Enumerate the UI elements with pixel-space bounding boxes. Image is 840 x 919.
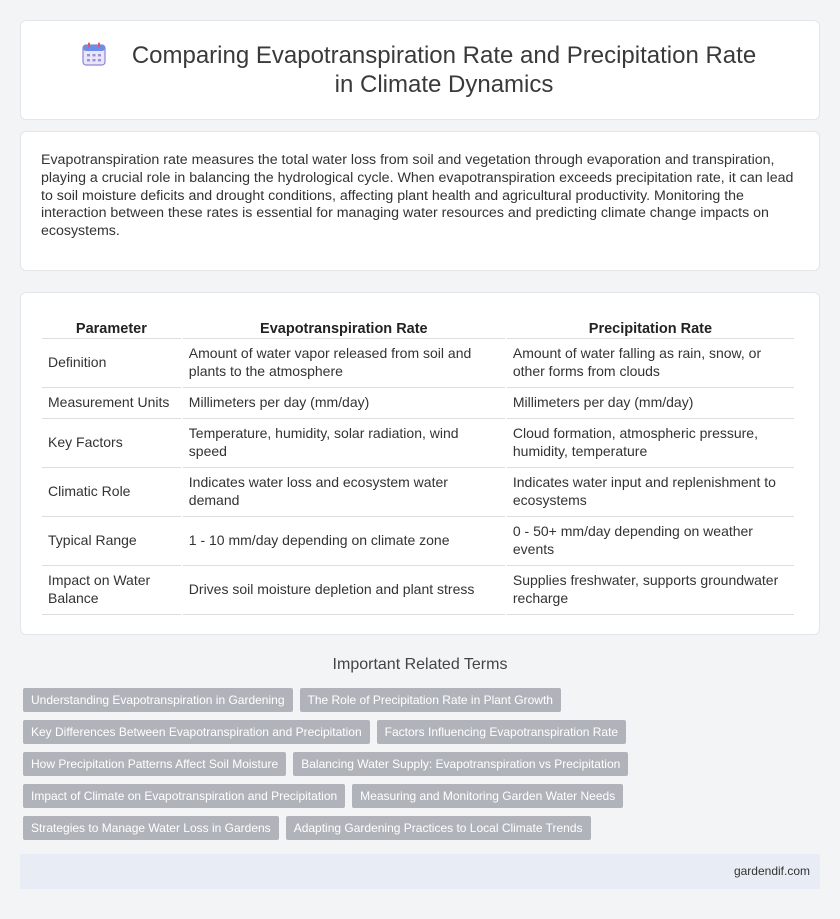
table-cell: Typical Range — [42, 517, 181, 566]
table-header-row — [42, 313, 794, 339]
related-terms-list — [23, 688, 823, 848]
related-term-tag[interactable]: Adapting Gardening Practices to Local Climate Trends — [286, 816, 591, 840]
related-term-tag[interactable]: How Precipitation Patterns Affect Soil Moisture — [23, 752, 286, 776]
table-cell: Indicates water loss and ecosystem water demand — [183, 468, 505, 517]
table-cell: Impact on Water Balance — [42, 566, 181, 615]
related-term-tag[interactable]: Understanding Evapotranspiration in Gardening — [23, 688, 293, 712]
table-row — [42, 468, 794, 517]
table-cell: Millimeters per day (mm/day) — [183, 388, 505, 419]
table-cell: Climatic Role — [42, 468, 181, 517]
table-row — [42, 419, 794, 468]
table-cell: Indicates water input and replenishment to ecosystems — [507, 468, 794, 517]
intro-card — [20, 131, 820, 271]
related-term-tag[interactable]: The Role of Precipitation Rate in Plant Growth — [300, 688, 561, 712]
column-header: Evapotranspiration Rate — [183, 313, 505, 339]
column-header: Parameter — [42, 313, 181, 339]
related-term-tag[interactable]: Impact of Climate on Evapotranspiration and Precipitation — [23, 784, 345, 808]
table-row — [42, 388, 794, 419]
table-row — [42, 339, 794, 388]
table-cell: Drives soil moisture depletion and plant stress — [183, 566, 505, 615]
related-term-tag[interactable]: Factors Influencing Evapotranspiration Rate — [377, 720, 626, 744]
related-term-tag[interactable]: Balancing Water Supply: Evapotranspiration vs Precipitation — [293, 752, 628, 776]
table-cell: Cloud formation, atmospheric pressure, humidity, temperature — [507, 419, 794, 468]
table-cell: 1 - 10 mm/day depending on climate zone — [183, 517, 505, 566]
table-cell: Amount of water falling as rain, snow, or other forms from clouds — [507, 339, 794, 388]
table-cell: Key Factors — [42, 419, 181, 468]
related-terms-title: Important Related Terms — [332, 656, 508, 673]
column-header: Precipitation Rate — [507, 313, 794, 339]
table-cell: Definition — [42, 339, 181, 388]
comparison-table — [40, 313, 796, 615]
related-term-tag[interactable]: Strategies to Manage Water Loss in Gardens — [23, 816, 279, 840]
comparison-table-card — [20, 292, 820, 635]
table-cell: 0 - 50+ mm/day depending on weather events — [507, 517, 794, 566]
table-cell: Measurement Units — [42, 388, 181, 419]
table-cell: Temperature, humidity, solar radiation, wind speed — [183, 419, 505, 468]
table-cell: Amount of water vapor released from soil and plants to the atmosphere — [183, 339, 505, 388]
related-term-tag[interactable]: Key Differences Between Evapotranspiration and Precipitation — [23, 720, 370, 744]
table-row — [42, 566, 794, 615]
header-card — [20, 20, 820, 120]
table-row — [42, 517, 794, 566]
page-title: Comparing Evapotranspiration Rate and Precipitation Rate in Climate Dynamics — [131, 42, 757, 98]
table-cell: Millimeters per day (mm/day) — [507, 388, 794, 419]
related-term-tag[interactable]: Measuring and Monitoring Garden Water Needs — [352, 784, 623, 808]
calendar-icon — [81, 41, 107, 67]
footer — [20, 854, 820, 889]
footer-site-link[interactable]: gardendif.com — [733, 864, 810, 878]
intro-paragraph: Evapotranspiration rate measures the total water loss from soil and vegetation through evaporation and transpiration, playing a crucial role in balancing the hydrological cycle. When evapotranspiration exceeds precipitation rate, it can lead to soil moisture deficits and drought conditions, affecting plant health and agricultural productivity. Monitoring the interaction between these rates is essential for managing water resources and predicting climate change impacts on ecosystems. — [41, 152, 794, 240]
table-cell: Supplies freshwater, supports groundwater recharge — [507, 566, 794, 615]
